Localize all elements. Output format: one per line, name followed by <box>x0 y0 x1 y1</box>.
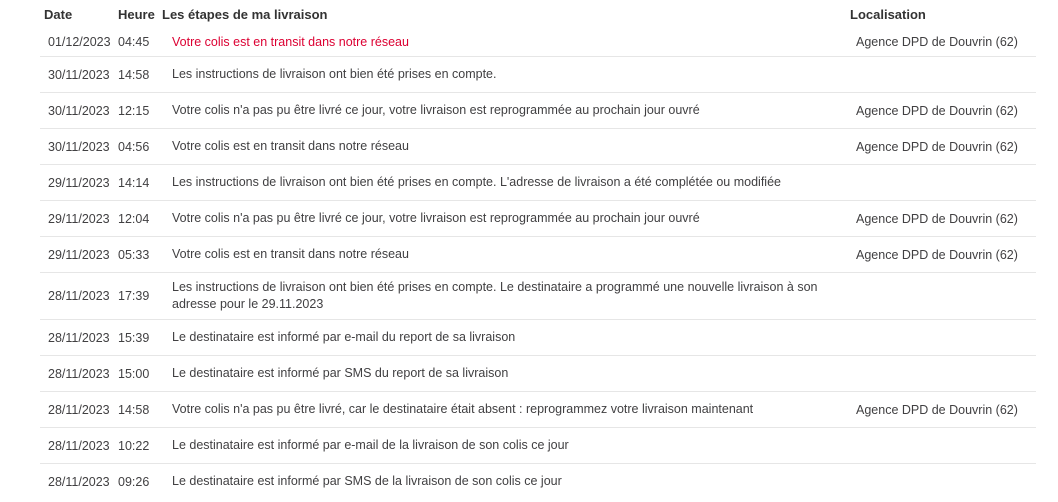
row-step: Le destinataire est informé par e-mail du report de sa livraison <box>172 330 516 344</box>
row-date: 30/11/2023 <box>48 139 110 154</box>
table-row <box>40 428 1036 464</box>
row-step: Les instructions de livraison ont bien été prises en compte. L'adresse de livraison a été complétée ou modifiée <box>172 175 781 189</box>
row-date: 29/11/2023 <box>48 175 110 190</box>
row-step: Votre colis est en transit dans notre réseau <box>172 139 409 153</box>
row-date: 01/12/2023 <box>48 35 111 49</box>
table-row <box>40 392 1036 428</box>
table-row <box>40 320 1036 356</box>
row-step: Les instructions de livraison ont bien été prises en compte. Le destinataire a programmé une nouvelle livraison à son adresse pour le 29.11.2023 <box>172 280 818 311</box>
table-row <box>40 273 1036 320</box>
row-step: Votre colis n'a pas pu être livré ce jour, votre livraison est reprogrammée au prochain jour ouvré <box>172 103 700 117</box>
row-step: Le destinataire est informé par SMS de la livraison de son colis ce jour <box>172 474 562 488</box>
row-date: 28/11/2023 <box>48 402 110 417</box>
row-time: 15:39 <box>118 330 150 345</box>
row-step: Votre colis n'a pas pu être livré, car le destinataire était absent : reprogrammez votre livraison maintenant <box>172 402 754 416</box>
tracking-table <box>40 0 1036 499</box>
table-row <box>40 201 1036 237</box>
row-location: Agence DPD de Douvrin (62) <box>856 139 1018 154</box>
table-header <box>40 0 1036 28</box>
row-date: 30/11/2023 <box>48 103 110 118</box>
row-date: 28/11/2023 <box>48 330 110 345</box>
row-time: 14:14 <box>118 175 150 190</box>
table-row <box>40 129 1036 165</box>
row-step: Votre colis n'a pas pu être livré ce jour, votre livraison est reprogrammée au prochain jour ouvré <box>172 211 700 225</box>
row-date: 30/11/2023 <box>48 67 110 82</box>
row-step: Votre colis est en transit dans notre réseau <box>172 247 409 261</box>
header-time: Heure <box>118 6 155 22</box>
table-row <box>40 57 1036 93</box>
row-step: Le destinataire est informé par SMS du report de sa livraison <box>172 366 509 380</box>
row-step-current: Votre colis est en transit dans notre réseau <box>172 34 409 49</box>
row-time: 12:15 <box>118 103 150 118</box>
row-time: 04:45 <box>118 35 150 49</box>
row-time: 14:58 <box>118 67 150 82</box>
row-time: 09:26 <box>118 474 150 489</box>
row-date: 29/11/2023 <box>48 247 110 262</box>
row-time: 10:22 <box>118 438 150 453</box>
row-location: Agence DPD de Douvrin (62) <box>856 402 1018 417</box>
row-location: Agence DPD de Douvrin (62) <box>856 35 1018 49</box>
table-row <box>40 28 1036 57</box>
row-date: 28/11/2023 <box>48 438 110 453</box>
row-time: 05:33 <box>118 247 150 262</box>
row-location: Agence DPD de Douvrin (62) <box>856 211 1018 226</box>
row-date: 29/11/2023 <box>48 211 110 226</box>
table-row <box>40 464 1036 499</box>
row-time: 12:04 <box>118 211 150 226</box>
row-time: 17:39 <box>118 289 150 303</box>
row-date: 28/11/2023 <box>48 474 110 489</box>
row-step: Le destinataire est informé par e-mail de la livraison de son colis ce jour <box>172 438 569 452</box>
row-time: 14:58 <box>118 402 150 417</box>
table-row <box>40 356 1036 392</box>
row-location: Agence DPD de Douvrin (62) <box>856 247 1018 262</box>
table-row <box>40 93 1036 129</box>
row-step: Les instructions de livraison ont bien été prises en compte. <box>172 67 497 81</box>
row-location: Agence DPD de Douvrin (62) <box>856 103 1018 118</box>
row-time: 15:00 <box>118 366 150 381</box>
table-row <box>40 165 1036 201</box>
header-location: Localisation <box>850 6 926 22</box>
table-row <box>40 237 1036 273</box>
row-time: 04:56 <box>118 139 150 154</box>
header-step: Les étapes de ma livraison <box>162 6 328 22</box>
row-date: 28/11/2023 <box>48 366 110 381</box>
header-date: Date <box>44 6 73 22</box>
row-date: 28/11/2023 <box>48 289 110 303</box>
